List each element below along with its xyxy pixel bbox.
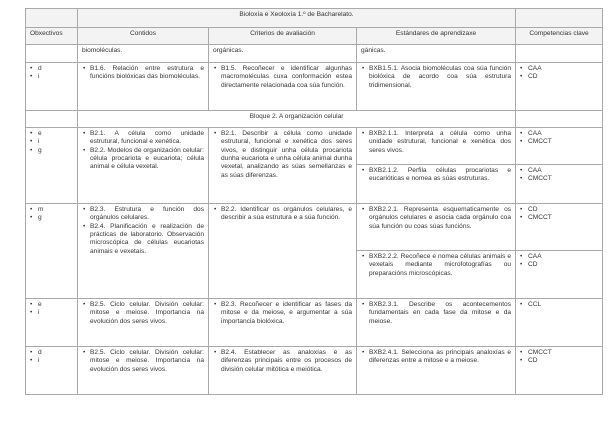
criterios-cell: orgánicas. xyxy=(209,45,357,63)
criterios-cell xyxy=(209,299,357,347)
competencias-cell xyxy=(516,63,603,111)
competencias-cell xyxy=(516,128,603,165)
competence-item: • CMCCT xyxy=(520,138,598,146)
obxectivos-cell xyxy=(26,204,78,299)
title-corner-cell xyxy=(516,9,603,28)
criterios-cell xyxy=(209,204,357,299)
content-item: • B2.4. Planificación e realización de prácticas de laboratorio. Observación microscópica de células eucariotas animais e vexetais. xyxy=(82,223,204,256)
competence-item: • CAA xyxy=(520,130,598,138)
estandares-cell xyxy=(357,165,516,204)
table-row xyxy=(26,347,603,395)
contidos-cell xyxy=(78,128,209,204)
competence-item: • CAA xyxy=(520,167,598,175)
objective-item: • i xyxy=(30,357,73,365)
standard-item: • BXB2.1.2. Perfila células procariotas e eucarióticas e nomea as súas estruturas. xyxy=(361,167,511,184)
table-title: Bioloxía e Xeoloxía 1.º de Bacharelato. xyxy=(78,9,516,28)
table-row xyxy=(26,204,603,251)
estandares-cell xyxy=(357,251,516,299)
estandares-cell xyxy=(357,204,516,251)
objective-item: • i xyxy=(30,138,73,146)
title-row xyxy=(26,9,603,28)
estandares-cell xyxy=(357,347,516,395)
content-item: • B2.2. Modelos de organización celular: célula procariota e eucariota; célula animal e célula vexetal. xyxy=(82,147,204,172)
objective-item: • i xyxy=(30,309,73,317)
title-corner-cell xyxy=(26,9,78,28)
objective-item: • g xyxy=(30,147,73,155)
estandares-cell xyxy=(357,128,516,165)
competence-item: • CMCCT xyxy=(520,175,598,183)
obxectivos-cell xyxy=(26,45,78,63)
objective-item: • e xyxy=(30,301,73,309)
competencias-cell xyxy=(516,204,603,251)
estandares-cell: gánicas. xyxy=(357,45,516,63)
contidos-cell xyxy=(78,299,209,347)
estandares-cell xyxy=(357,63,516,111)
header-criterios: Criterios de avaliación xyxy=(209,28,357,45)
header-estandares: Estándares de aprendizaxe xyxy=(357,28,516,45)
objective-item: • g xyxy=(30,214,73,222)
competencias-cell xyxy=(516,299,603,347)
competence-item: • CD xyxy=(520,261,598,269)
criterios-cell xyxy=(209,128,357,204)
section-title: Bloque 2. A organización celular xyxy=(78,111,516,128)
content-item: • B2.5. Ciclo celular. División celular: mitose e meiose. Importancia na evolución dos seres vivos. xyxy=(82,301,204,326)
contidos-cell xyxy=(78,63,209,111)
competence-item: • CAA xyxy=(520,65,598,73)
contidos-cell: biomoléculas. xyxy=(78,45,209,63)
obxectivos-cell xyxy=(26,63,78,111)
section-blank-cell xyxy=(26,111,78,128)
objective-item: • d xyxy=(30,349,73,357)
competence-item: • CD xyxy=(520,357,598,365)
competencias-cell xyxy=(516,165,603,204)
competencias-cell xyxy=(516,45,603,63)
header-contidos: Contidos xyxy=(78,28,209,45)
estandares-cell xyxy=(357,299,516,347)
criterios-cell xyxy=(209,63,357,111)
competencias-cell xyxy=(516,251,603,299)
content-item: • B1.6. Relación entre estrutura e funcións biolóxicas das biomoléculas. xyxy=(82,65,204,82)
table-row xyxy=(26,299,603,347)
competencias-cell xyxy=(516,347,603,395)
standard-item: • BXB2.3.1. Describe os acontecementos fundamentais en cada fase da mitose e da meiose. xyxy=(361,301,511,326)
competence-item: • CAA xyxy=(520,253,598,261)
standard-item: • BXB2.1.1. Interpreta a célula como unha unidade estrutural, funcional e xenética dos seres vivos. xyxy=(361,130,511,155)
objective-item: • e xyxy=(30,130,73,138)
criterios-cell xyxy=(209,347,357,395)
standard-item: • BXB2.2.2. Recoñece e nomea células animais e vexetais mediante microfotografías ou preparacións microscópicas. xyxy=(361,253,511,278)
content-item: • B2.3. Estrutura e función dos orgánulos celulares. xyxy=(82,206,204,223)
content-item: • B2.5. Ciclo celular. División celular: mitose e meiose. Importancia na evolución dos seres vivos. xyxy=(82,349,204,374)
header-row xyxy=(26,28,603,45)
obxectivos-cell xyxy=(26,128,78,204)
objective-item: • i xyxy=(30,73,73,81)
standard-item: • BXB2.4.1. Selecciona as principais analoxías e diferenzas entre a mitose e a meiose. xyxy=(361,349,511,366)
content-item: • B2.1. A célula como unidade estrutural, funcional e xenética. xyxy=(82,130,204,147)
contidos-cell xyxy=(78,347,209,395)
criterion-item: • B2.2. Identificar os orgánulos celulares, e describir a súa estrutura e a súa función. xyxy=(213,206,352,223)
competence-item: • CMCCT xyxy=(520,349,598,357)
objective-item: • m xyxy=(30,206,73,214)
criterion-item: • B2.4. Establecer as analoxías e as diferenzas principais entre os procesos de división celular mitótica e meiótica. xyxy=(213,349,352,374)
table-row xyxy=(26,45,603,63)
criterion-item: • B2.3. Recoñecer e identificar as fases da mitose e da meiose, e argumentar a súa importancia biolóxica. xyxy=(213,301,352,326)
obxectivos-cell xyxy=(26,299,78,347)
competence-item: • CD xyxy=(520,206,598,214)
obxectivos-cell xyxy=(26,347,78,395)
header-obxectivos: Obxectivos xyxy=(26,28,78,45)
objective-item: • d xyxy=(30,65,73,73)
table-row xyxy=(26,128,603,165)
section-row xyxy=(26,111,603,128)
header-competencias: Competencias clave xyxy=(516,28,603,45)
competence-item: • CMCCT xyxy=(520,214,598,222)
criterion-item: • B2.1. Describir a célula como unidade estrutural, funcional e xenética dos seres vivos, e distinguir unha célula procariota dunha eucariota e unha célula animal dunha vexetal, analizando as súas semellanzas e as súas diferenzas. xyxy=(213,130,352,180)
table-row xyxy=(26,63,603,111)
section-blank-cell xyxy=(516,111,603,128)
competence-item: • CD xyxy=(520,73,598,81)
criterion-item: • B1.5. Recoñecer e identificar algunhas macromoléculas cuxa conformación estea directamente relacionada coa súa función. xyxy=(213,65,352,90)
contidos-cell xyxy=(78,204,209,299)
curriculum-table xyxy=(25,8,603,395)
standard-item: • BXB1.5.1. Asocia biomoléculas coa súa función biolóxica de acordo coa súa estrutura tridimensional. xyxy=(361,65,511,90)
competence-item: • CCL xyxy=(520,301,598,309)
standard-item: • BXB2.2.1. Representa esquematicamente os orgánulos celulares e asocia cada orgánulo coa súa función ou coas súas funcións. xyxy=(361,206,511,231)
